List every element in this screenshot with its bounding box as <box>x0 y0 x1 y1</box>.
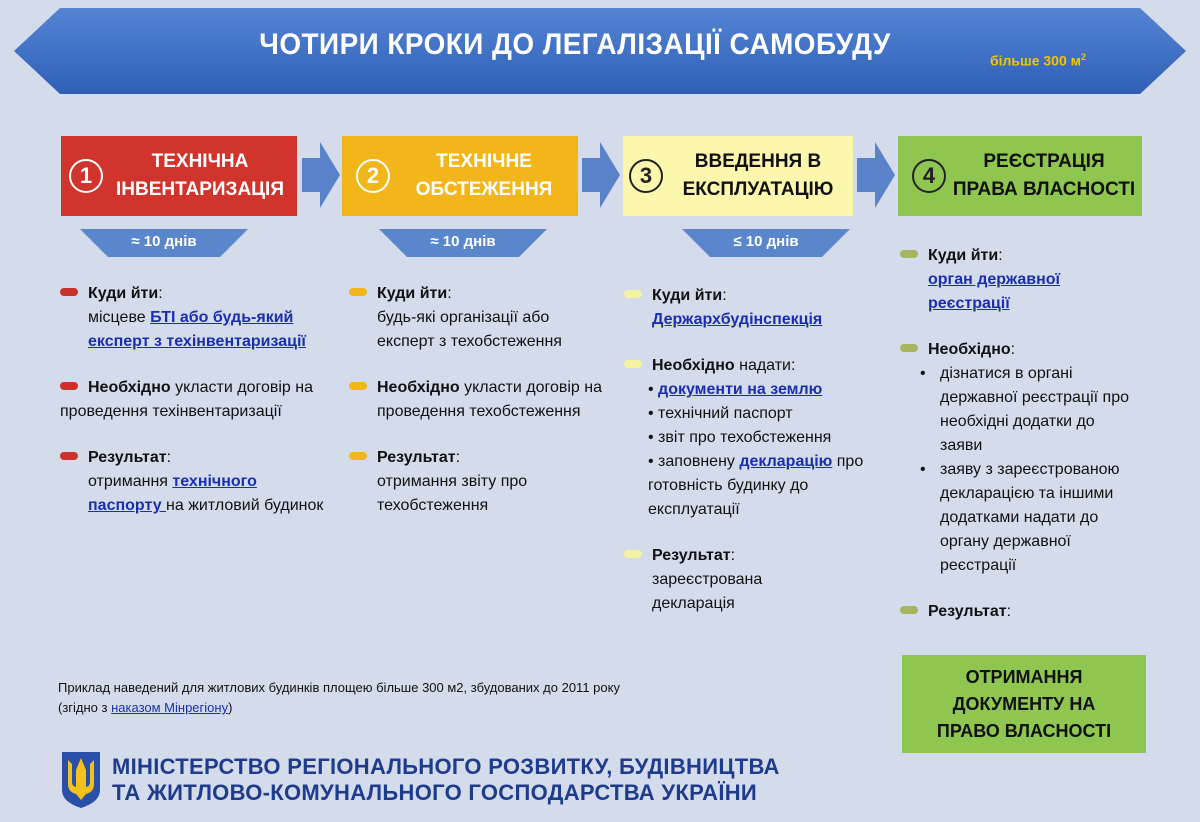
step-3-details: Куди йти: Держархбудінспекція Необхідно надати: • документи на землю • технічний паспорт • звіт про техобстеження • заповнену декларацію про готовність будинку до експлуатації Результат: зареєстрована декларація <box>624 284 884 638</box>
step-3-number: 3 <box>629 159 663 193</box>
bullet-icon <box>900 250 918 258</box>
footnote: Приклад наведений для житлових будинків площею більше 300 м2, збудованих до 2011 року (згідно з наказом Мінрегіону) <box>58 680 620 715</box>
step-1-details: Куди йти: місцеве БТІ або будь-який експерт з техінвентаризації Необхідно укласти договір на проведення техінвентаризації Результат: отримання технічного паспорту на житловий будинок <box>60 285 324 514</box>
bullet-icon <box>60 288 78 296</box>
land-documents-link[interactable]: документи на землю <box>658 381 823 398</box>
step-2-duration: ≈ 10 днів <box>379 229 547 257</box>
ukraine-trident-icon <box>60 750 102 810</box>
step-2-number: 2 <box>356 159 390 193</box>
step-3-label: ВВЕДЕННЯ В ЕКСПЛУАТАЦІЮ <box>682 151 834 200</box>
bullet-icon <box>349 288 367 296</box>
bullet-icon <box>624 290 642 298</box>
registration-authority-link[interactable]: орган державної реєстрації <box>928 271 1061 312</box>
step-2-box <box>342 136 578 216</box>
step-1-duration: ≈ 10 днів <box>80 229 248 257</box>
bullet-icon <box>624 550 642 558</box>
step-1-label: ТЕХНІЧНА ІНВЕНТАРИЗАЦІЯ <box>115 151 284 200</box>
page-subtitle: більше 300 $м^2$ <box>990 52 1087 69</box>
step-4-box <box>898 136 1142 216</box>
bullet-icon <box>349 382 367 390</box>
ministry-order-link[interactable]: наказом Мінрегіону <box>111 700 229 715</box>
inspection-link[interactable]: Держархбудінспекція <box>652 311 823 328</box>
step-2-label: ТЕХНІЧНЕ ОБСТЕЖЕННЯ <box>415 151 553 200</box>
bti-link[interactable]: БТІ або будь-який експерт з техінвентаризації <box>88 309 306 350</box>
bullet-icon <box>60 382 78 390</box>
step-1-box <box>61 136 297 216</box>
step-3-box <box>623 136 853 216</box>
step-2-details: Куди йти: будь-які організації або експерт з техобстеження Необхідно укласти договір на проведення техобстеження Результат: отримання звіту про техобстеження <box>349 282 609 540</box>
bullet-icon <box>349 452 367 460</box>
tech-passport-link[interactable]: технічного паспорту <box>88 473 257 514</box>
step-4-details: Куди йти: орган державної реєстрації Необхідно: • дізнатися в органі державної реєстрації про необхідні додатки до заяви • заяву з зареєстрованою декларацією та іншими додатками надати до органу державної реєстрації Результат: <box>900 244 1170 646</box>
ministry-name: МІНІСТЕРСТВО РЕГІОНАЛЬНОГО РОЗВИТКУ, БУДІВНИЦТВА ТА ЖИТЛОВО-КОМУНАЛЬНОГО ГОСПОДАРСТВА УКРАЇНИ <box>112 754 780 805</box>
bullet-icon <box>900 606 918 614</box>
bullet-icon <box>900 344 918 352</box>
step-4-number: 4 <box>912 159 946 193</box>
bullet-icon <box>60 452 78 460</box>
arrow-right-icon <box>302 142 340 208</box>
step-3-duration: ≤ 10 днів <box>682 229 850 257</box>
arrow-right-icon <box>582 142 620 208</box>
bullet-icon <box>624 360 642 368</box>
declaration-link[interactable]: декларацію <box>739 453 833 470</box>
final-result-box: ОТРИМАННЯ ДОКУМЕНТУ НА ПРАВО ВЛАСНОСТІ <box>902 655 1146 753</box>
step-1-number: 1 <box>69 159 103 193</box>
arrow-right-icon <box>857 142 895 208</box>
step-4-label: РЕЄСТРАЦІЯ ПРАВА ВЛАСНОСТІ <box>952 151 1136 200</box>
page-title: ЧОТИРИ КРОКИ ДО ЛЕГАЛІЗАЦІЇ САМОБУДУ <box>259 28 891 61</box>
